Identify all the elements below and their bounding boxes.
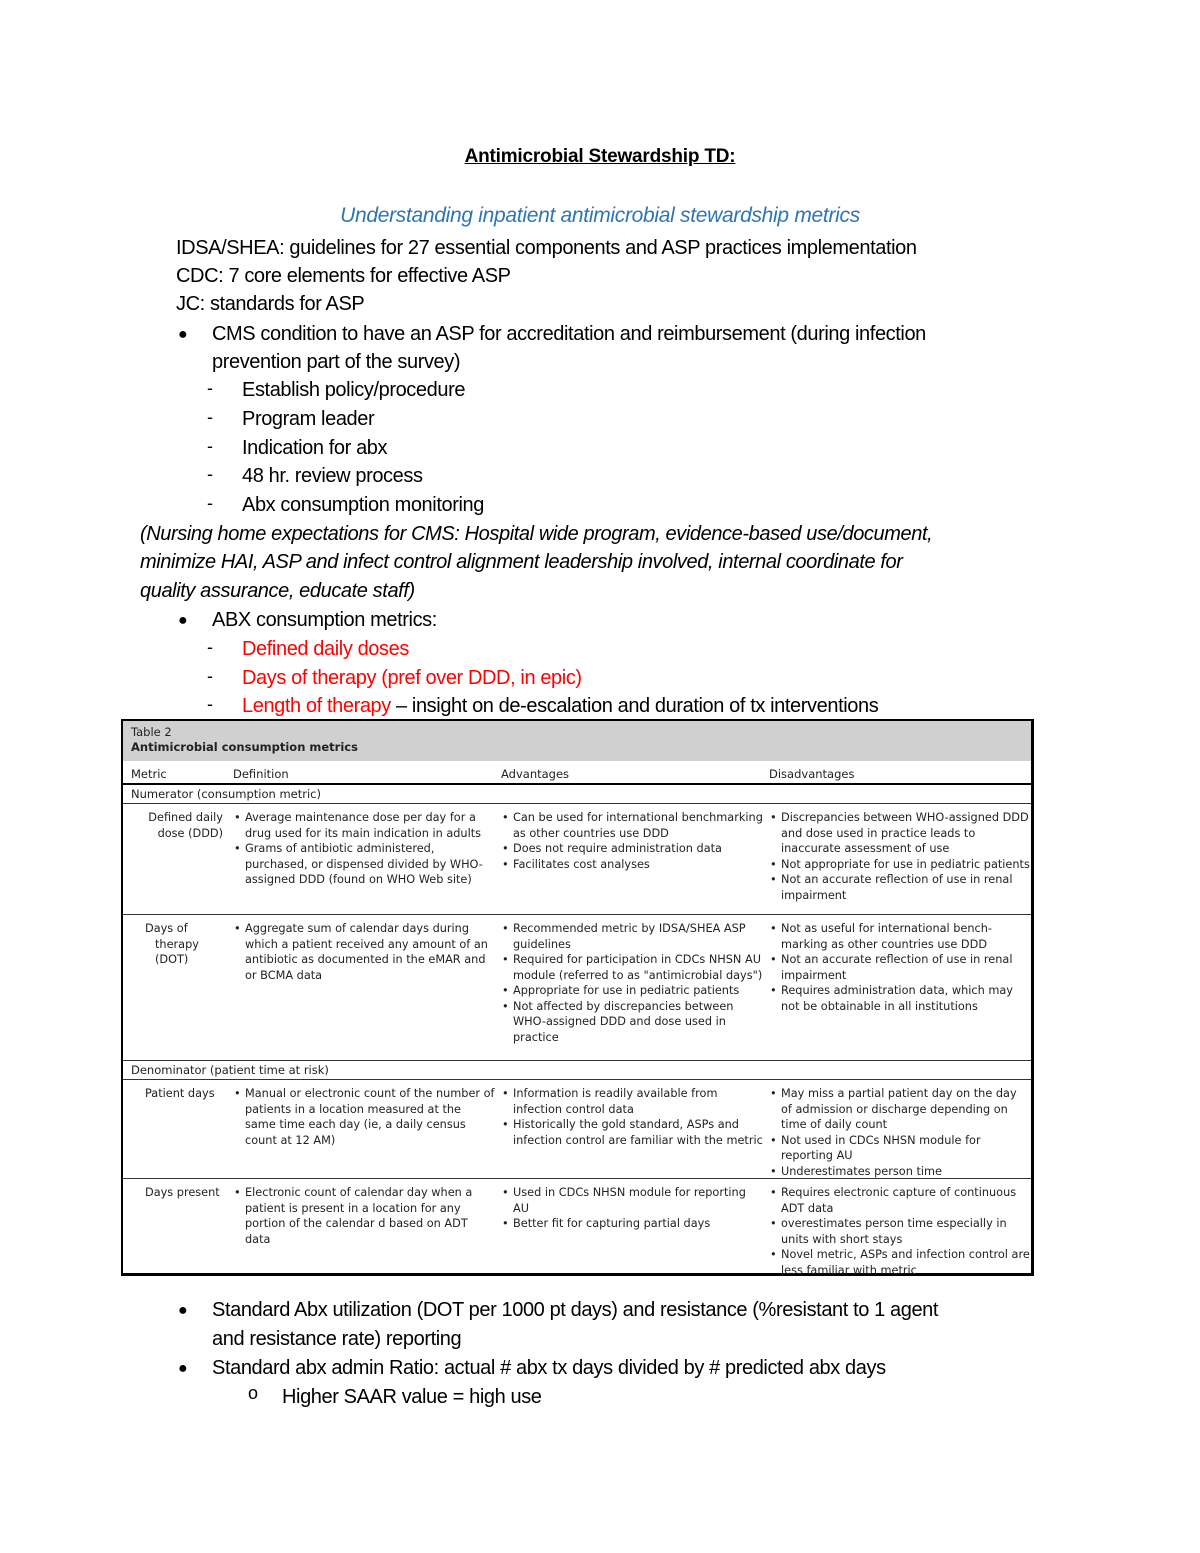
utilization-bullet-line1: Standard Abx utilization (DOT per 1000 pt days) and resistance (%resistant to 1 agent	[212, 1299, 939, 1321]
circle-bullet-icon: o	[248, 1383, 259, 1403]
column-header-metric: Metric	[131, 767, 167, 781]
cms-bullet-line1: CMS condition to have an ASP for accreditation and reimbursement (during infection	[212, 323, 926, 345]
section-numerator	[123, 785, 1031, 804]
table-header	[123, 721, 1031, 761]
advantages-cell: • Can be used for international benchmarking as other countries use DDD • Does not require administration data • Facilitates cost analyses	[501, 810, 763, 872]
table-row	[123, 915, 1031, 1061]
disadvantages-cell: • Not as useful for international bench-marking as other countries use DDD • Not an accurate reflection of use in renal impairment • Requires administration data, which may not be obtainable in all institutions	[769, 921, 1031, 1014]
bullet-icon: ●	[178, 326, 188, 343]
metric-item-dot: Days of therapy (pref over DDD, in epic)	[242, 667, 582, 689]
dash-icon: -	[207, 436, 213, 456]
dash-icon: -	[207, 493, 213, 513]
nursing-note-line: quality assurance, educate staff)	[140, 580, 415, 602]
dash-icon: -	[207, 378, 213, 398]
intro-line-jc: JC: standards for ASP	[176, 293, 365, 315]
metric-name: Patient days	[145, 1087, 215, 1100]
dash-icon: -	[207, 464, 213, 484]
metric-item-ddd: Defined daily doses	[242, 638, 409, 660]
intro-line-cdc: CDC: 7 core elements for effective ASP	[176, 265, 511, 287]
cms-item: Program leader	[242, 408, 375, 430]
dash-icon: -	[207, 637, 213, 657]
definition-cell: • Manual or electronic count of the number of patients in a location measured at the same time each day (ie, a daily census count at 12 AM)	[233, 1086, 495, 1148]
advantages-cell: • Used in CDCs NHSN module for reporting AU • Better fit for capturing partial days	[501, 1185, 763, 1232]
metric-name: Days of therapy (DOT)	[145, 922, 199, 966]
metrics-bullet-label: ABX consumption metrics:	[212, 609, 437, 631]
nursing-note-line: minimize HAI, ASP and infect control alignment leadership involved, internal coordinate for	[140, 551, 903, 573]
metric-item-lot	[242, 692, 878, 721]
cms-bullet-line2: prevention part of the survey)	[212, 351, 461, 373]
section-denominator	[123, 1061, 1031, 1080]
bullet-icon: ●	[178, 1302, 188, 1319]
disadvantages-cell: • Requires electronic capture of continuous ADT data • overestimates person time especially in units with short stays • Novel metric, ASPs and infection control are less familiar with metric	[769, 1185, 1031, 1278]
metric-name: Days present	[145, 1186, 220, 1199]
bullet-icon: ●	[178, 612, 188, 629]
section-title: Numerator (consumption metric)	[131, 787, 321, 801]
definition-cell: • Average maintenance dose per day for a drug used for its main indication in adults • Grams of antibiotic administered, purchased, or dispensed divided by WHO-assigned DDD (found on WHO Web site)	[233, 810, 495, 888]
advantages-cell: • Recommended metric by IDSA/SHEA ASP guidelines • Required for participation in CDCs NHSN AU module (referred to as "antimicrobial days") • Appropriate for use in pediatric patients • Not affected by discrepancies between WHO-assigned DDD and dose used in practice	[501, 921, 763, 1045]
nursing-note-line: (Nursing home expectations for CMS: Hospital wide program, evidence-based use/document,	[140, 523, 933, 545]
table-row	[123, 1080, 1031, 1179]
cms-item: Abx consumption monitoring	[242, 494, 484, 516]
saar-bullet: Standard abx admin Ratio: actual # abx tx days divided by # predicted abx days	[212, 1357, 886, 1379]
cms-item: Indication for abx	[242, 437, 388, 459]
section-title: Denominator (patient time at risk)	[131, 1063, 329, 1077]
cms-item: 48 hr. review process	[242, 465, 423, 487]
table-row	[123, 804, 1031, 915]
cms-item: Establish policy/procedure	[242, 379, 466, 401]
dash-icon: -	[207, 694, 213, 714]
intro-line-idsa: IDSA/SHEA: guidelines for 27 essential components and ASP practices implementation	[176, 237, 917, 259]
dash-icon: -	[207, 666, 213, 686]
metric-item-lot-rest: – insight on de-escalation and duration of tx interventions	[390, 695, 879, 717]
dash-icon: -	[207, 407, 213, 427]
advantages-cell: • Information is readily available from infection control data • Historically the gold standard, ASPs and infection control are familiar with the metric	[501, 1086, 763, 1148]
column-header-disadvantages: Disadvantages	[769, 767, 855, 781]
bullet-icon: ●	[178, 1360, 188, 1377]
saar-sub-bullet: Higher SAAR value = high use	[282, 1386, 542, 1408]
definition-cell: • Electronic count of calendar day when a patient is present in a location for any portion of the calendar d based on ADT data	[233, 1185, 495, 1247]
disadvantages-cell: • May miss a partial patient day on the day of admission or discharge depending on time of daily count • Not used in CDCs NHSN module for reporting AU • Underestimates person time	[769, 1086, 1031, 1179]
disadvantages-cell: • Discrepancies between WHO-assigned DDD and dose used in practice leads to inaccurate assessment of use • Not appropriate for use in pediatric patients • Not an accurate reflection of use in renal impairment	[769, 810, 1031, 903]
definition-cell: • Aggregate sum of calendar days during which a patient received any amount of an antibiotic as documented in the eMAR and or BCMA data	[233, 921, 495, 983]
utilization-bullet-line2: and resistance rate) reporting	[212, 1328, 462, 1350]
column-header-definition: Definition	[233, 767, 289, 781]
table-row	[123, 1179, 1031, 1275]
consumption-metrics-table	[121, 719, 1034, 1276]
column-header-advantages: Advantages	[501, 767, 570, 781]
table-caption: Antimicrobial consumption metrics	[131, 740, 358, 754]
table-column-headers	[123, 765, 1031, 785]
page-title: Antimicrobial Stewardship TD:	[464, 146, 736, 167]
page-subtitle: Understanding inpatient antimicrobial stewardship metrics	[340, 204, 860, 227]
table-label: Table 2	[131, 725, 172, 739]
metric-name: Defined daily dose (DDD)	[148, 811, 223, 840]
metric-item-lot-red: Length of therapy	[242, 695, 391, 717]
